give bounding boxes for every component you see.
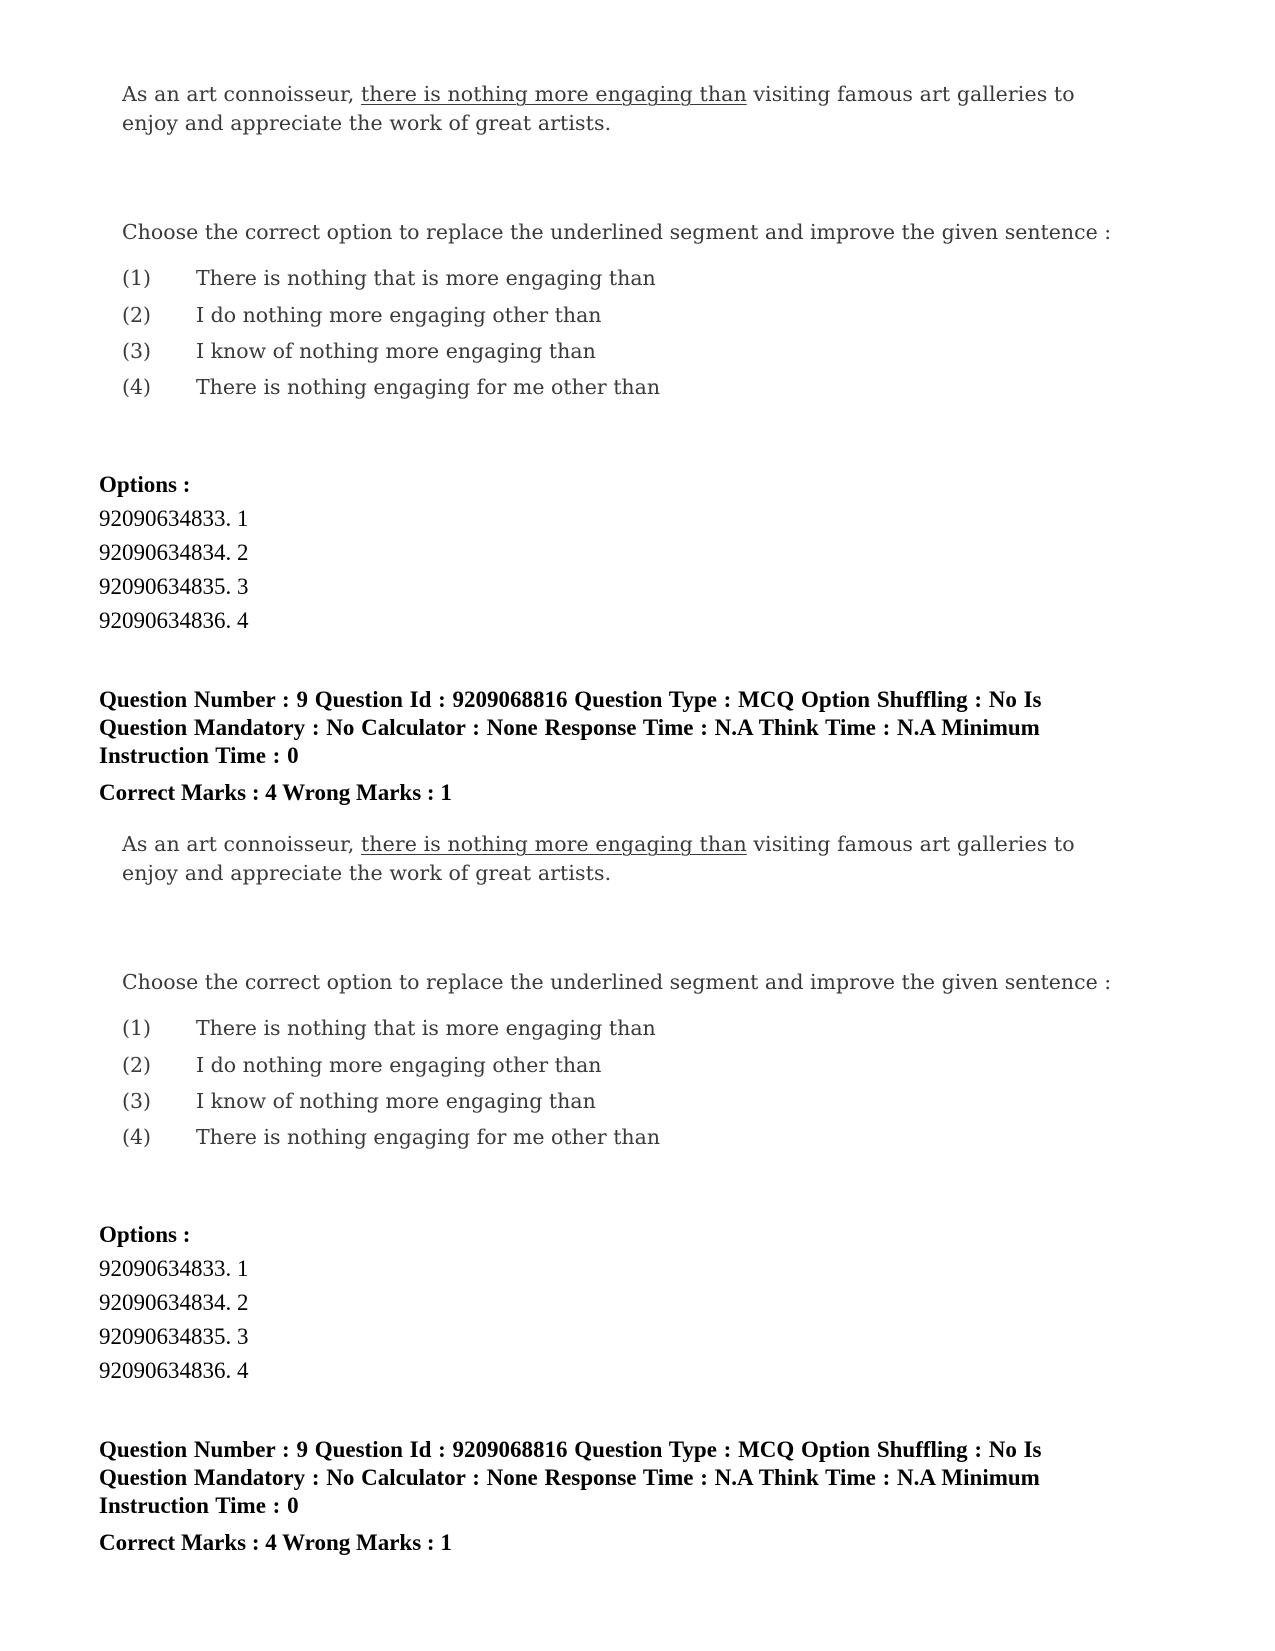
choice-text: I know of nothing more engaging than xyxy=(196,1089,596,1113)
choice-text: There is nothing that is more engaging than xyxy=(196,1016,656,1040)
question-header: Question Number : 9 Question Id : 9209068816 Question Type : MCQ Option Shuffling : No Is Question Mandatory : No Calculator : None Response Time : N.A Think Time : N.A Minimum Instruction Time : 0 xyxy=(99,1437,1042,1518)
choice-number: (3) xyxy=(122,1089,152,1113)
question-instruction: Choose the correct option to replace the underlined segment and improve the given sentence : xyxy=(122,970,1112,994)
choice-number: (3) xyxy=(122,339,152,363)
choice-3 xyxy=(122,1089,596,1113)
choice-number: (1) xyxy=(122,1016,152,1040)
choice-3 xyxy=(122,339,596,363)
question-passage: As an art connoisseur, there is nothing more engaging than visiting famous art galleries to enjoy and appreciate the work of great artists. xyxy=(122,832,1075,885)
question-header: Question Number : 9 Question Id : 9209068816 Question Type : MCQ Option Shuffling : No Is Question Mandatory : No Calculator : None Response Time : N.A Think Time : N.A Minimum Instruction Time : 0 xyxy=(99,687,1042,768)
option-item: 92090634836. 4 xyxy=(99,608,249,633)
underlined-segment: there is nothing more engaging than xyxy=(360,82,747,106)
choice-text: I do nothing more engaging other than xyxy=(196,303,602,327)
choice-number: (2) xyxy=(122,1053,152,1077)
choice-number: (4) xyxy=(122,1125,152,1149)
marks-line: Correct Marks : 4 Wrong Marks : 1 xyxy=(99,1530,452,1555)
choice-2 xyxy=(122,303,602,327)
choice-1 xyxy=(122,1016,656,1040)
question-passage: As an art connoisseur, there is nothing more engaging than visiting famous art galleries to enjoy and appreciate the work of great artists. xyxy=(122,82,1075,135)
choice-text: There is nothing engaging for me other than xyxy=(196,375,661,399)
options-label: Options : xyxy=(99,1222,191,1247)
question-instruction: Choose the correct option to replace the underlined segment and improve the given sentence : xyxy=(122,220,1112,244)
option-item: 92090634834. 2 xyxy=(99,1290,249,1315)
option-item: 92090634836. 4 xyxy=(99,1358,249,1383)
choice-2 xyxy=(122,1053,602,1077)
option-item: 92090634835. 3 xyxy=(99,1324,249,1349)
choice-text: I do nothing more engaging other than xyxy=(196,1053,602,1077)
options-label: Options : xyxy=(99,472,191,497)
choice-number: (1) xyxy=(122,266,152,290)
choice-4 xyxy=(122,375,660,399)
marks-line: Correct Marks : 4 Wrong Marks : 1 xyxy=(99,780,452,805)
choice-1 xyxy=(122,266,656,290)
option-item: 92090634833. 1 xyxy=(99,1256,249,1281)
option-item: 92090634833. 1 xyxy=(99,506,249,531)
choice-text: I know of nothing more engaging than xyxy=(196,339,596,363)
choice-text: There is nothing that is more engaging than xyxy=(196,266,656,290)
choice-number: (4) xyxy=(122,375,152,399)
option-item: 92090634834. 2 xyxy=(99,540,249,565)
choice-text: There is nothing engaging for me other than xyxy=(196,1125,661,1149)
option-item: 92090634835. 3 xyxy=(99,574,249,599)
choice-4 xyxy=(122,1125,660,1149)
underlined-segment: there is nothing more engaging than xyxy=(360,832,747,856)
choice-number: (2) xyxy=(122,303,152,327)
